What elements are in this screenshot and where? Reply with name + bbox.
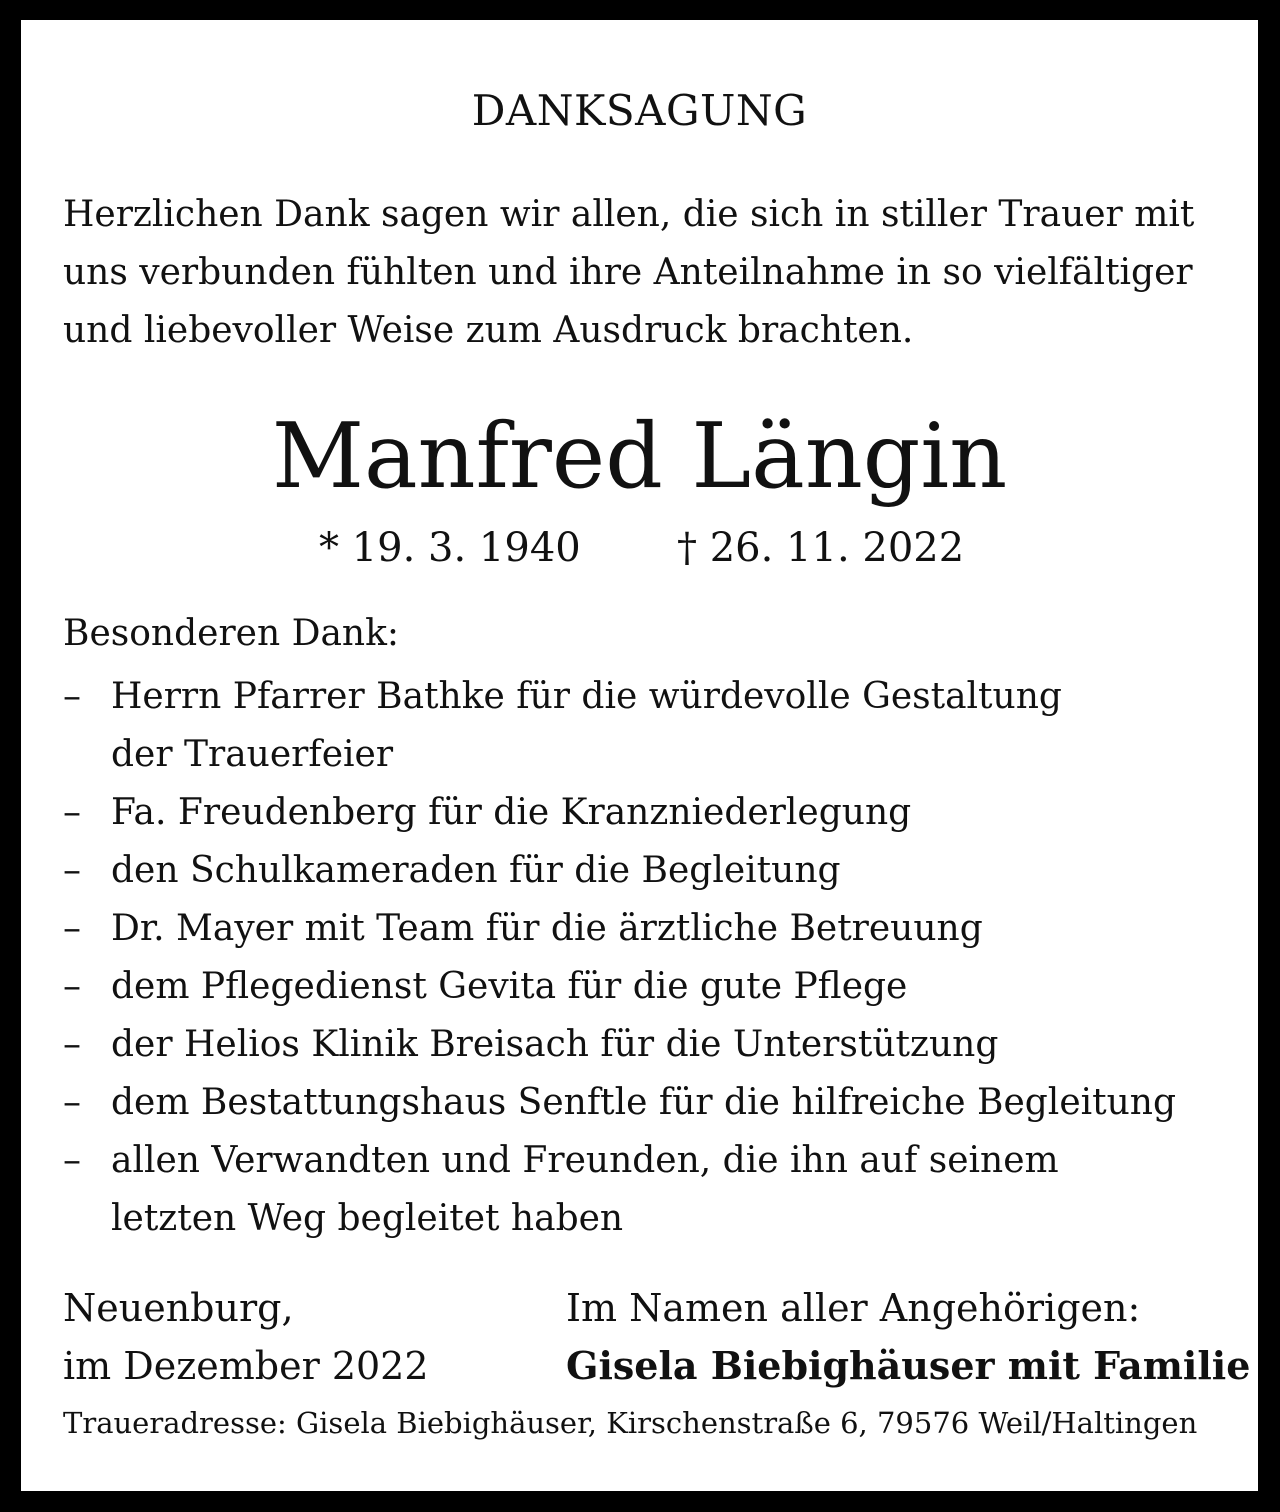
- list-item-text: Herrn Pfarrer Bathke für die würdevolle Gestaltung: [111, 676, 1062, 717]
- list-item-text: den Schulkameraden für die Begleitung: [111, 850, 841, 891]
- place-and-date: [63, 1279, 429, 1395]
- list-item: [63, 1016, 1243, 1074]
- list-item-text: dem Pflegedienst Gevita für die gute Pflege: [111, 966, 908, 1007]
- list-item: [63, 958, 1243, 1016]
- notice-title: DANKSAGUNG: [471, 86, 808, 135]
- list-item-text-continued: letzten Weg begleitet haben: [111, 1198, 624, 1239]
- dash-bullet: –: [63, 1140, 81, 1181]
- dash-bullet: –: [63, 908, 81, 949]
- dash-bullet: –: [63, 966, 81, 1007]
- list-item: [63, 784, 1243, 842]
- intro-text: [63, 186, 1223, 360]
- list-item-text: dem Bestattungshaus Senftle für die hilfreiche Begleitung: [111, 1082, 1177, 1123]
- dash-bullet: –: [63, 1024, 81, 1065]
- list-item: [63, 842, 1243, 900]
- on-behalf-text: Im Namen aller Angehörigen:: [566, 1286, 1141, 1330]
- list-item: [63, 668, 1243, 784]
- intro-line: und liebevoller Weise zum Ausdruck brachten.: [63, 310, 914, 351]
- list-item: [63, 1132, 1243, 1248]
- list-item: [63, 1074, 1243, 1132]
- list-item-text: Dr. Mayer mit Team für die ärztliche Betreuung: [111, 908, 983, 949]
- obituary-notice: [21, 20, 1258, 1491]
- deceased-name: Manfred Längin: [271, 404, 1008, 509]
- date: im Dezember 2022: [63, 1344, 429, 1388]
- birth-date: * 19. 3. 1940: [319, 525, 581, 571]
- list-item: [63, 900, 1243, 958]
- dash-bullet: –: [63, 676, 81, 717]
- dash-bullet: –: [63, 792, 81, 833]
- place: Neuenburg,: [63, 1286, 294, 1330]
- list-item-text: Fa. Freudenberg für die Kranzniederlegung: [111, 792, 912, 833]
- family-name: Gisela Biebighäuser mit Familie: [566, 1343, 1251, 1388]
- dash-bullet: –: [63, 850, 81, 891]
- dash-bullet: –: [63, 1082, 81, 1123]
- thanks-list: [63, 668, 1243, 1248]
- list-item-text: allen Verwandten und Freunden, die ihn auf seinem: [111, 1140, 1059, 1181]
- list-item-text-continued: der Trauerfeier: [111, 734, 394, 775]
- mourning-address: Traueradresse: Gisela Biebighäuser, Kirschenstraße 6, 79576 Weil/Haltingen: [63, 1406, 1198, 1440]
- signature-block: [566, 1279, 1250, 1395]
- thanks-heading: Besonderen Dank:: [63, 613, 400, 654]
- intro-line: Herzlichen Dank sagen wir allen, die sich in stiller Trauer mit: [63, 194, 1195, 235]
- intro-line: uns verbunden fühlten und ihre Anteilnahme in so vielfältiger: [63, 252, 1193, 293]
- death-date: † 26. 11. 2022: [677, 525, 965, 571]
- list-item-text: der Helios Klinik Breisach für die Unterstützung: [111, 1024, 999, 1065]
